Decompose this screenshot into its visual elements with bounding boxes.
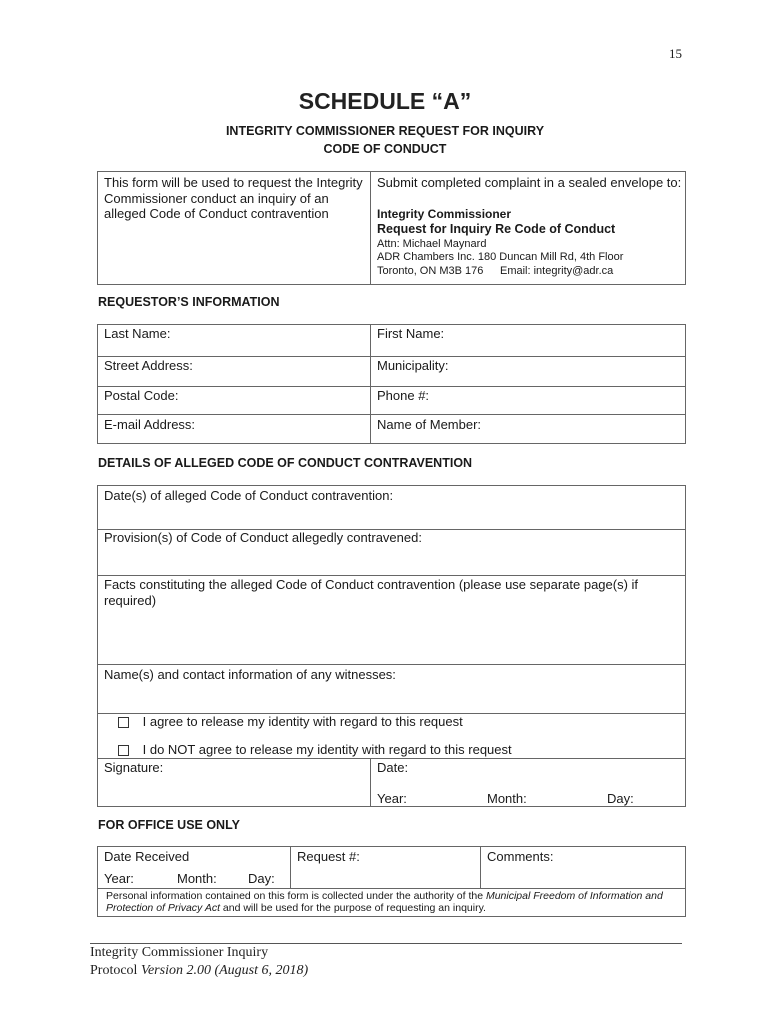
received-month-field[interactable]: Month: xyxy=(177,871,217,886)
postal-code-field[interactable]: Postal Code: xyxy=(104,388,179,403)
received-year-field[interactable]: Year: xyxy=(104,871,134,886)
agree-label: I agree to release my identity with regard to this request xyxy=(142,714,463,729)
sign-day-field[interactable]: Day: xyxy=(607,791,634,806)
facts-field[interactable]: Facts constituting the alleged Code of Conduct contravention (please use separate page(s) if required) xyxy=(104,577,639,608)
page-number: 15 xyxy=(669,46,682,61)
disagree-checkbox[interactable] xyxy=(118,745,129,756)
sign-month-field[interactable]: Month: xyxy=(487,791,527,806)
form-subtitle-code: CODE OF CONDUCT xyxy=(323,142,447,156)
date-received-label: Date Received xyxy=(104,849,190,864)
footer-protocol: Protocol xyxy=(90,963,141,978)
privacy-act-name: Municipal Freedom of Information and Protection of Privacy Act xyxy=(106,890,663,914)
page-title: SCHEDULE “A” xyxy=(298,88,472,114)
footer-version-date: Version 2.00 (August 6, 2018) xyxy=(140,963,309,978)
requestor-heading: REQUESTOR’S INFORMATION xyxy=(98,295,280,309)
witnesses-field[interactable]: Name(s) and contact information of any witnesses: xyxy=(104,667,396,682)
privacy-notice-text: Personal information contained on this form is collected under the authority of the xyxy=(106,890,486,902)
recipient-name: Integrity Commissioner xyxy=(377,207,512,221)
details-heading: DETAILS OF ALLEGED CODE OF CONDUCT CONTRAVENTION xyxy=(98,456,473,470)
disagree-option[interactable] xyxy=(118,742,678,758)
first-name-field[interactable]: First Name: xyxy=(377,326,445,341)
received-day-field[interactable]: Day: xyxy=(248,871,275,886)
agree-checkbox[interactable] xyxy=(118,717,129,728)
date-label: Date: xyxy=(377,760,409,775)
provisions-field[interactable]: Provision(s) of Code of Conduct allegedly contravened: xyxy=(104,530,422,545)
email-line: Email: integrity@adr.ca xyxy=(500,265,614,277)
member-name-field[interactable]: Name of Member: xyxy=(377,417,482,432)
last-name-field[interactable]: Last Name: xyxy=(104,326,171,341)
phone-field[interactable]: Phone #: xyxy=(377,388,430,403)
agree-option[interactable] xyxy=(118,714,678,732)
form-subtitle: INTEGRITY COMMISSIONER REQUEST FOR INQUIRY xyxy=(225,124,545,138)
privacy-notice-purpose: and will be used for the purpose of requesting an inquiry. xyxy=(220,902,486,914)
attn-line: Attn: Michael Maynard xyxy=(377,238,487,250)
municipality-field[interactable]: Municipality: xyxy=(377,358,449,373)
recipient-subject: Request for Inquiry Re Code of Conduct xyxy=(377,222,616,236)
disagree-label: I do NOT agree to release my identity with regard to this request xyxy=(142,742,512,757)
footer-version xyxy=(90,963,308,979)
city-line: Toronto, ON M3B 176 xyxy=(377,265,484,277)
intro-description: This form will be used to request the Integrity Commissioner conduct an inquiry of an alleged Code of Conduct contravention xyxy=(104,175,363,221)
request-number-field[interactable]: Request #: xyxy=(297,849,360,864)
address-line: ADR Chambers Inc. 180 Duncan Mill Rd, 4th Floor xyxy=(377,251,624,263)
sign-year-field[interactable]: Year: xyxy=(377,791,407,806)
privacy-notice xyxy=(106,890,681,914)
signature-field[interactable]: Signature: xyxy=(104,760,164,775)
footer-title: Integrity Commissioner Inquiry xyxy=(90,945,269,960)
email-address-field[interactable]: E-mail Address: xyxy=(104,417,196,432)
submit-instructions: Submit completed complaint in a sealed envelope to: xyxy=(377,175,682,190)
street-address-field[interactable]: Street Address: xyxy=(104,358,193,373)
office-heading: FOR OFFICE USE ONLY xyxy=(98,818,240,832)
dates-field[interactable]: Date(s) of alleged Code of Conduct contravention: xyxy=(104,488,394,503)
comments-field[interactable]: Comments: xyxy=(487,849,554,864)
